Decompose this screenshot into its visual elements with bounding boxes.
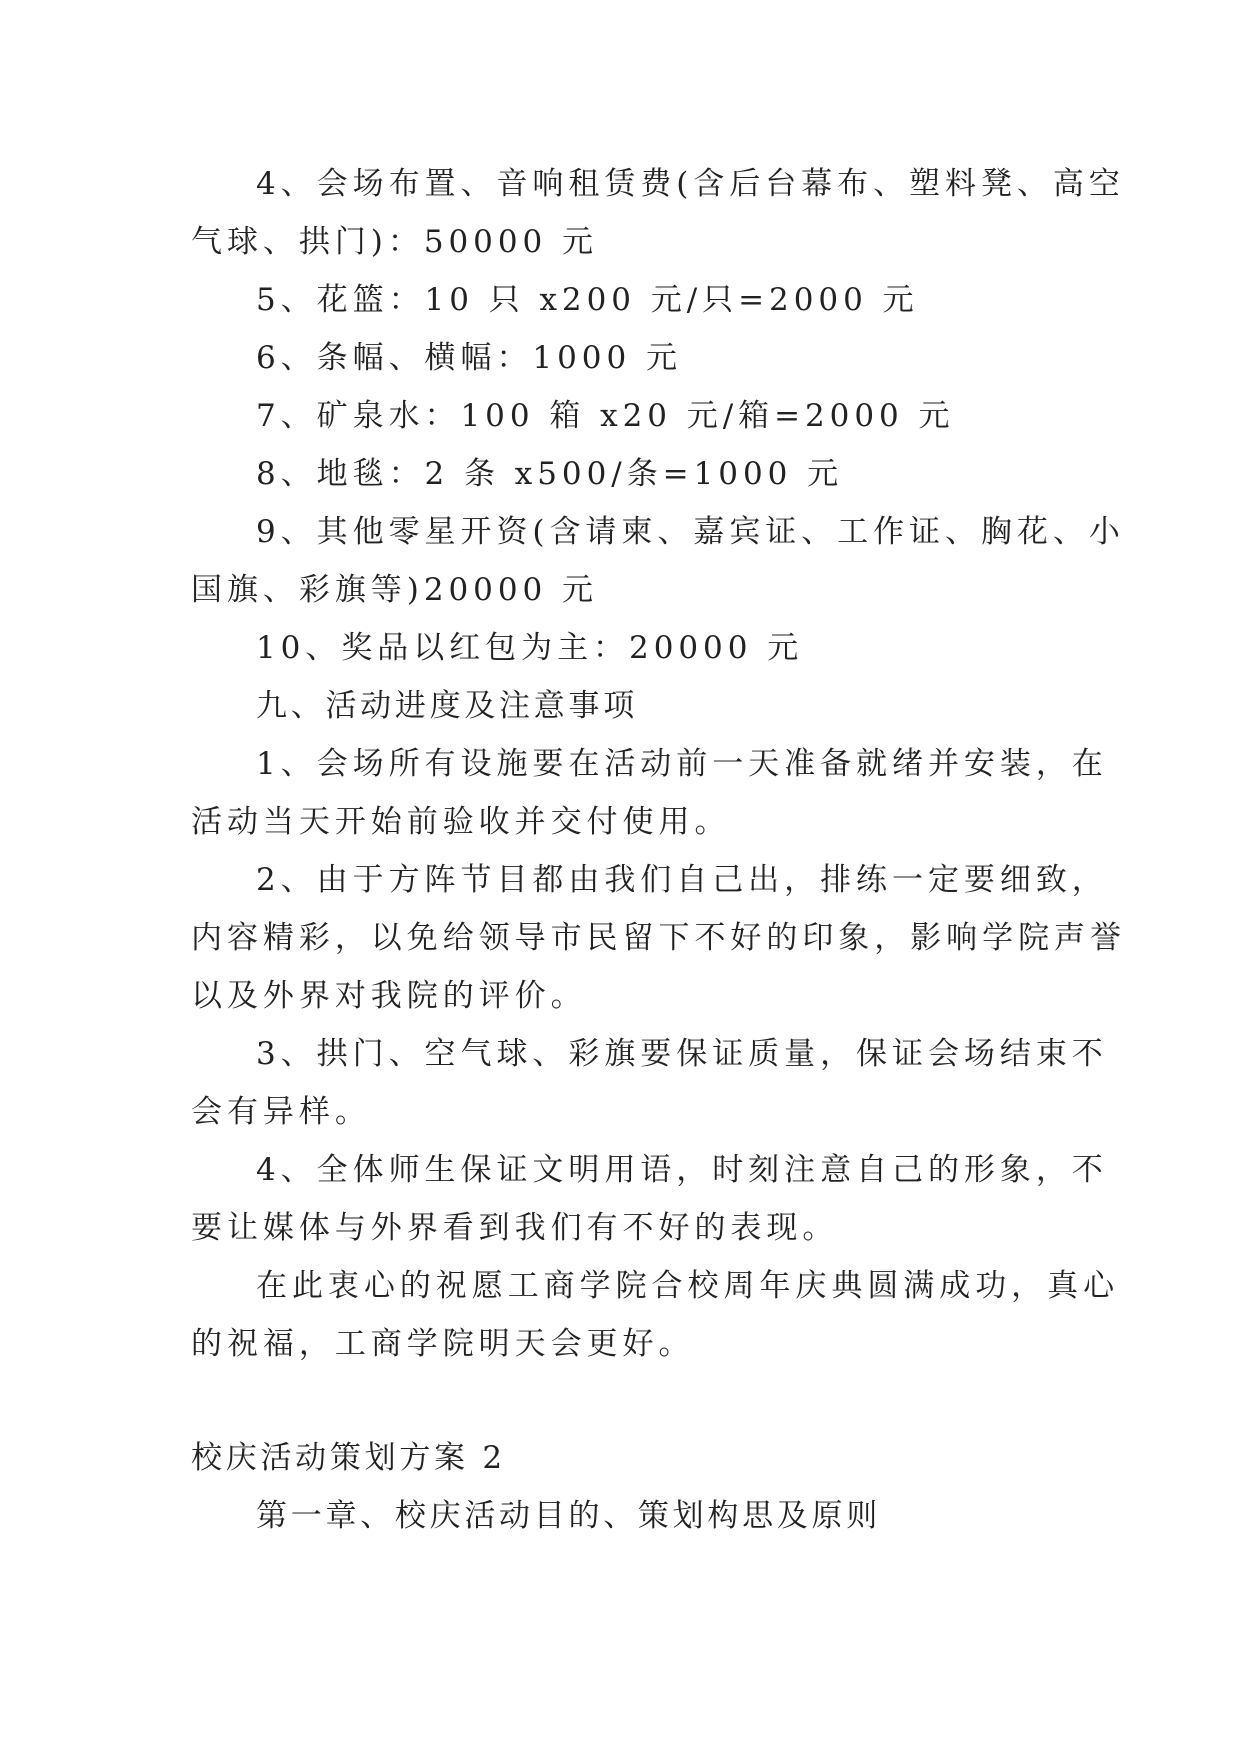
paragraph-line: 气球、拱门)：50000 元 [191,224,599,260]
paragraph-line: 以及外界对我院的评价。 [191,978,587,1014]
paragraph-line: 活动当天开始前验收并交付使用。 [191,804,731,840]
paragraph-line: 3、拱门、空气球、彩旗要保证质量，保证会场结束不 [256,1036,1108,1072]
paragraph-line: 7、矿泉水：100 箱 x20 元/箱=2000 元 [256,398,955,434]
paragraph-line: 9、其他零星开资(含请柬、嘉宾证、工作证、胸花、小 [256,514,1125,550]
paragraph-line: 1、会场所有设施要在活动前一天准备就绪并安装，在 [256,746,1108,782]
paragraph-line: 5、花篮：10 只 x200 元/只=2000 元 [256,282,919,318]
document-title: 校庆活动策划方案 2 [191,1440,506,1476]
paragraph-line: 2、由于方阵节目都由我们自己出，排练一定要细致， [256,862,1108,898]
paragraph-line: 6、条幅、横幅：1000 元 [256,340,682,376]
paragraph-line: 要让媒体与外界看到我们有不好的表现。 [191,1210,839,1246]
paragraph-line: 10、奖品以红包为主：20000 元 [256,630,804,666]
chapter-heading: 第一章、校庆活动目的、策划构思及原则 [256,1498,881,1534]
paragraph-line: 8、地毯：2 条 x500/条=1000 元 [256,456,844,492]
paragraph-line: 会有异样。 [191,1094,371,1130]
paragraph-line: 国旗、彩旗等)20000 元 [191,572,599,608]
paragraph-line: 4、全体师生保证文明用语，时刻注意自己的形象，不 [256,1152,1108,1188]
section-heading: 九、活动进度及注意事项 [256,688,638,724]
paragraph-line: 4、会场布置、音响租赁费(含后台幕布、塑料凳、高空 [256,166,1125,202]
paragraph-line: 内容精彩，以免给领导市民留下不好的印象，影响学院声誉 [191,920,1126,956]
paragraph-line: 的祝福，工商学院明天会更好。 [191,1326,695,1362]
paragraph-line: 在此衷心的祝愿工商学院合校周年庆典圆满成功，真心 [256,1268,1120,1304]
